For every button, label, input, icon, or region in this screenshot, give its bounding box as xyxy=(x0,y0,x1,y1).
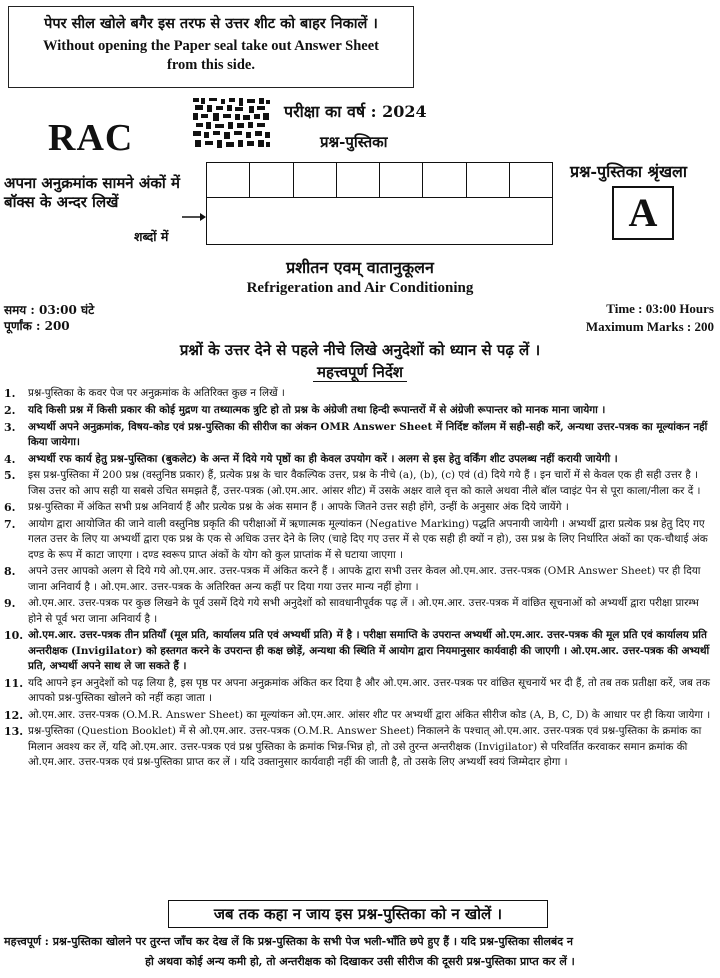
instruction-number: 2. xyxy=(4,403,16,417)
roll-digit-box[interactable] xyxy=(337,163,380,197)
instruction-number: 9. xyxy=(4,597,16,611)
seal-instruction-box xyxy=(8,6,414,88)
seal-instruction-english-1: Without opening the Paper seal take out Answer Sheet xyxy=(43,38,379,54)
series-box: A xyxy=(612,186,674,240)
instruction-number: 4. xyxy=(4,452,16,466)
instruction-item xyxy=(4,628,716,674)
instruction-item xyxy=(4,500,716,515)
instruction-list xyxy=(4,386,716,772)
roll-digit-box[interactable] xyxy=(510,163,552,197)
instruction-text: यदि किसी प्रश्न में किसी प्रकार की कोई मुद्रण या तथ्यात्मक त्रुटि हो तो प्रश्न के अंग्रेजी तथा हिन्दी रूपान्तरों में से अंग्रेजी रूपान्तर को मानक माना जायेगा । xyxy=(28,403,606,416)
important-heading xyxy=(0,362,720,382)
booklet-title: प्रश्न-पुस्तिका xyxy=(320,133,388,151)
roll-digit-box[interactable] xyxy=(250,163,293,197)
instruction-number: 8. xyxy=(4,565,16,579)
instruction-item xyxy=(4,517,716,563)
roll-digit-box[interactable] xyxy=(207,163,250,197)
instruction-number: 3. xyxy=(4,420,16,434)
subject-english: Refrigeration and Air Conditioning xyxy=(246,280,474,296)
do-not-open-box: जब तक कहा न जाय इस प्रश्न-पुस्तिका को न खोलें । xyxy=(168,900,548,928)
instruction-number: 5. xyxy=(4,469,16,483)
instruction-text: आयोग द्वारा आयोजित की जाने वाली वस्तुनिष्ठ प्रकृति की परीक्षाओं में ऋणात्मक मूल्यांकन (Negative Marking) पद्धति अपनायी जायेगी । अभ्यर्थी द्वारा प्रत्येक प्रश्न हेतु दिए गए गलत उत्तर के लिए या अभ्यर्थी द्वारा एक प्रश्न के एक से अधिक उत्तर देने के लिए (चाहे दिए गए उत्तर में से एक सही ही क्यों न हो), उस प्रश्न के लिए निर्धारित अंकों का एक-चौथाई अंक दण्ड के रूप में काटा जाएगा । दण्ड स्वरूप प्राप्त अंकों के योग को कुल प्राप्तांक में से घटाया जाएगा । xyxy=(28,518,708,561)
series-label: प्रश्न-पुस्तिका श्रृंखला xyxy=(570,162,688,181)
qr-code-icon xyxy=(191,96,271,150)
final-note-line-1: महत्त्वपूर्ण : प्रश्न-पुस्तिका खोलने पर तुरन्त जाँच कर देख लें कि प्रश्न-पुस्तिका के सभी पेज भली-भाँति छपे हुए हैं । यदि प्रश्न-पुस्तिका सीलबंद न xyxy=(4,935,573,948)
instruction-item xyxy=(4,708,716,723)
instruction-item xyxy=(4,596,716,626)
instructions-note: प्रश्नों के उत्तर देने से पहले नीचे लिखे अनुदेशों को ध्यान से पढ़ लें । xyxy=(179,341,541,359)
roll-number-words-box[interactable] xyxy=(206,196,553,245)
instruction-text: अपने उत्तर आपको अलग से दिये गये ओ.एम.आर. उत्तर-पत्रक में अंकित करने हैं । आपके द्वारा सभी उत्तर केवल ओ.एम.आर. उत्तर-पत्रक (OMR Answer Sheet) पर ही दिया जाना अनिवार्य है । ओ.एम.आर. उत्तर-पत्रक के अतिरिक्त अन्य कहीं पर दिया गया उत्तर मान्य नहीं होगा । xyxy=(28,565,701,593)
instruction-text: ओ.एम.आर. उत्तर-पत्रक पर कुछ लिखने के पूर्व उसमें दिये गये सभी अनुदेशों को सावधानीपूर्वक पढ़ लें । ओ.एम.आर. उत्तर-पत्रक में वांछित सूचनाओं को अभ्यर्थी द्वारा परीक्षा प्रारम्भ होने से पूर्व भरा जाना अनिवार्य है । xyxy=(28,597,699,625)
instruction-text: अभ्यर्थी अपने अनुक्रमांक, विषय-कोड एवं प्रश्न-पुस्तिका की सीरीज का अंकन OMR Answer Sheet में निर्दिष्ट कॉलम में सही-सही करें, अन्यथा उत्तर-पत्रक का मूल्यांकन नहीं किया जायेगा। xyxy=(28,420,708,448)
instruction-number: 7. xyxy=(4,518,16,532)
instruction-number: 6. xyxy=(4,501,16,515)
roll-number-digit-boxes[interactable] xyxy=(206,162,553,198)
instruction-text: इस प्रश्न-पुस्तिका में 200 प्रश्न (वस्तुनिष्ठ प्रकार) हैं, प्रत्येक प्रश्न के चार वैकल्पिक उत्तर, प्रश्न के नीचे (a), (b), (c) एवं (d) दिये गये हैं । इन चारों में से केवल एक ही सही उत्तर है । जिस उत्तर को आप सही या सबसे उचित समझते हैं, उत्तर-पत्रक (ओ.एम.आर. आंसर शीट) में उसके अक्षर वाले वृत्त को काले अथवा नीले बॉल प्वाइंट पेन से पूरा काला/नीला कर दें । xyxy=(28,469,701,497)
instruction-number: 12. xyxy=(4,708,24,722)
instruction-text: अभ्यर्थी रफ कार्य हेतु प्रश्न-पुस्तिका (बुकलेट) के अन्त में दिये गये पृष्ठों का ही केवल उपयोग करें । अलग से इस हेतु वर्किंग शीट उपलब्ध नहीं करायी जायेगी । xyxy=(28,452,618,465)
roll-instruction-line-1: अपना अनुक्रमांक सामने अंकों में xyxy=(4,174,180,192)
instruction-number: 10. xyxy=(4,629,24,643)
instruction-item xyxy=(4,420,716,450)
time-hindi: समय : 03:00 घंटे xyxy=(4,303,95,317)
marks-hindi: पूर्णांक : 200 xyxy=(4,319,70,333)
seal-instruction-english-2: from this side. xyxy=(167,57,255,73)
instruction-text: ओ.एम.आर. उत्तर-पत्रक तीन प्रतियाँ (मूल प्रति, कार्यालय प्रति एवं अभ्यर्थी प्रति) में है । परीक्षा समाप्ति के उपरान्त अभ्यर्थी ओ.एम.आर. उत्तर-पत्रक की मूल प्रति एवं कार्यालय प्रति अन्तरीक्षक (Invigilator) को हस्तगत करने के उपरान्त ही कक्ष छोड़ें, अन्यथा की स्थिति में आयोग द्वारा नियमानुसार कार्यवाही की जाएगी । ओ.एम.आर. उत्तर-पत्रक की अभ्यर्थी प्रति, अभ्यर्थी अपने साथ ले जा सकते हैं । xyxy=(28,629,710,672)
instruction-text: प्रश्न-पुस्तिका (Question Booklet) में से ओ.एम.आर. उत्तर-पत्रक (O.M.R. Answer Sheet) निकालने के पश्चात् ओ.एम.आर. उत्तर-पत्रक एवं प्रश्न-पुस्तिका के क्रमांक का मिलान अवश्य कर लें, यदि ओ.एम.आर. उत्तर-पत्रक एवं प्रश्न पुस्तिका के क्रमांक भिन्न-भिन्न हो, तो उसे तुरन्त अन्तरीक्षक (Invigilator) से परिवर्तित करवाकर समान क्रमांक की ओ.एम.आर. उत्तर-पत्रक एवं प्रश्न-पुस्तिका प्राप्त कर लें । यदि उक्तानुसार कार्यवाही नहीं की जाती है, तो उसके लिए अभ्यर्थी स्वयं जिम्मेदार होगा । xyxy=(28,725,702,768)
instruction-item xyxy=(4,403,716,418)
instruction-text: यदि आपने इन अनुदेशों को पढ़ लिया है, इस पृष्ठ पर अपना अनुक्रमांक अंकित कर दिया है और ओ.एम.आर. उत्तर-पत्रक पर वांछित सूचनायें भर दी हैं, तो तब तक प्रतीक्षा करें, जब तक आपको प्रश्न-पुस्तिका खोलने को नहीं कहा जाता । xyxy=(28,676,710,704)
exam-code: RAC xyxy=(48,117,134,159)
roll-instruction-line-2: बॉक्स के अन्दर लिखें xyxy=(4,193,119,211)
instruction-item xyxy=(4,564,716,594)
timing-hindi xyxy=(4,302,94,334)
instruction-number: 1. xyxy=(4,387,16,400)
instruction-text: प्रश्न-पुस्तिका में अंकित सभी प्रश्न अनिवार्य हैं और प्रत्येक प्रश्न के अंक समान हैं । आपके जितने उत्तर सही होंगे, उन्हीं के अनुसार अंक दिये जायेंगे । xyxy=(28,501,569,514)
roll-digit-box[interactable] xyxy=(294,163,337,197)
instruction-item xyxy=(4,386,716,401)
roll-number-instruction xyxy=(4,174,180,212)
roll-digit-box[interactable] xyxy=(423,163,466,197)
roll-digit-box[interactable] xyxy=(467,163,510,197)
exam-year: परीक्षा का वर्ष : 2024 xyxy=(284,102,427,121)
instruction-item xyxy=(4,468,716,498)
final-note-line-2: हो अथवा कोई अन्य कमी हो, तो अन्तरीक्षक को दिखाकर उसी सीरीज की दूसरी प्रश्न-पुस्तिका प्राप्त कर लें । xyxy=(145,955,575,968)
marks-english: Maximum Marks : 200 xyxy=(585,319,714,334)
arrow-right-icon xyxy=(182,212,206,222)
final-important-note xyxy=(4,932,716,972)
instruction-text: प्रश्न-पुस्तिका के कवर पेज पर अनुक्रमांक के अतिरिक्त कुछ न लिखें । xyxy=(28,387,285,399)
time-english: Time : 03:00 Hours xyxy=(606,301,714,316)
seal-instruction-hindi: पेपर सील खोले बगैर इस तरफ से उत्तर शीट को बाहर निकालें । xyxy=(44,15,378,32)
important-heading-text: महत्त्वपूर्ण निर्देश xyxy=(313,363,407,382)
instruction-item xyxy=(4,676,716,706)
instruction-text: ओ.एम.आर. उत्तर-पत्रक (O.M.R. Answer Sheet) का मूल्यांकन ओ.एम.आर. आंसर शीट पर अभ्यर्थी द्वारा अंकित सीरीज कोड (A, B, C, D) के आधार पर ही किया जायेगा । xyxy=(28,708,711,721)
instruction-number: 11. xyxy=(4,676,24,690)
instruction-item xyxy=(4,724,716,770)
instruction-number: 13. xyxy=(4,725,24,739)
roll-digit-box[interactable] xyxy=(380,163,423,197)
instruction-item xyxy=(4,452,716,467)
timing-english xyxy=(586,300,714,336)
subject-hindi: प्रशीतन एवम् वातानुकूलन xyxy=(286,258,434,277)
roll-words-label: शब्दों में xyxy=(134,229,169,244)
